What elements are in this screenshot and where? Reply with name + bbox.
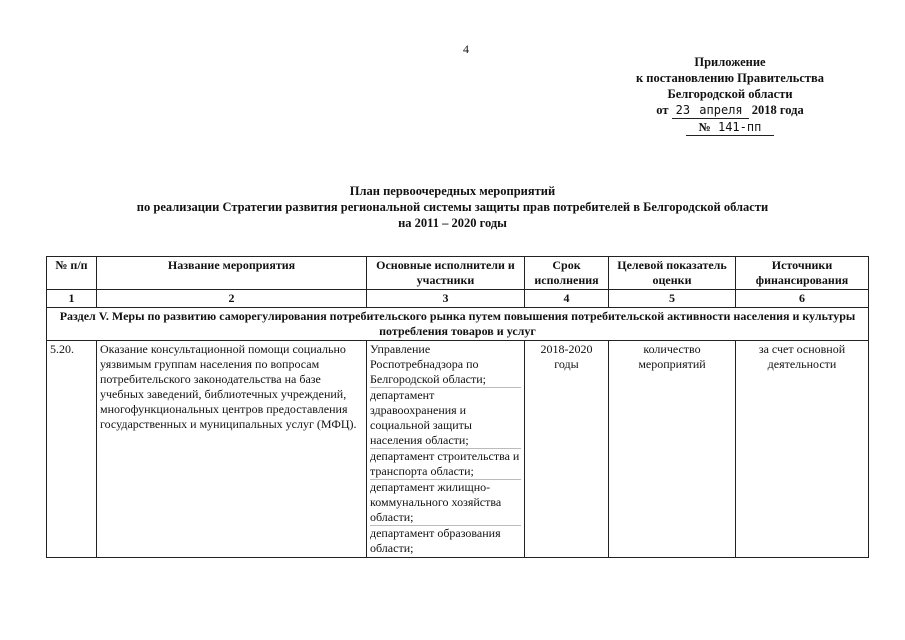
table-row [47, 341, 869, 558]
executor-item: департамент строительства и транспорта области; [370, 449, 520, 478]
row-financing: за счет основной деятельности [736, 341, 869, 558]
appendix-header [600, 54, 860, 136]
column-number-row [47, 290, 869, 308]
colnum-6: 6 [736, 290, 869, 308]
page-number: 4 [463, 42, 469, 56]
row-executors [367, 341, 525, 558]
appendix-resolution: к постановлению Правительства [635, 71, 825, 85]
executor-item: Управление Роспотребнадзора по Белгородской области; [370, 342, 521, 388]
appendix-region: Белгородской области [667, 87, 793, 101]
number-prefix: № [698, 120, 711, 134]
executor-item: департамент жилищно-коммунального хозяйства области; [370, 480, 521, 526]
colnum-5: 5 [609, 290, 736, 308]
executor-item: департамент здравоохранения и социальной защиты населения области; [370, 388, 521, 449]
row-name: Оказание консультационной помощи социально уязвимым группам населения по вопросам потребительского законодательства на базе учебных заведений, библиотечных учреждений, многофункциональных центров предоставления государственных и муниципальных услуг (МФЦ). [97, 341, 367, 558]
header-executors: Основные исполнители и участники [367, 257, 525, 290]
title-line-3: на 2011 – 2020 годы [398, 216, 507, 230]
title-line-1: План первоочередных мероприятий [349, 184, 556, 198]
header-number: № п/п [47, 257, 97, 290]
colnum-1: 1 [47, 290, 97, 308]
appendix-date [600, 102, 860, 119]
date-month: апреля [699, 103, 743, 117]
header-indicator: Целевой показатель оценки [609, 257, 736, 290]
date-handwritten [672, 102, 749, 119]
header-term: Срок исполнения [525, 257, 609, 290]
date-prefix: от [656, 103, 669, 117]
section-title: Раздел V. Меры по развитию саморегулирования потребительского рынка путем повышения потребительской активности населения и культуры потребления товаров и услуг [47, 308, 869, 341]
colnum-3: 3 [367, 290, 525, 308]
colnum-2: 2 [97, 290, 367, 308]
appendix-number [600, 119, 860, 136]
appendix-title: Приложение [694, 55, 766, 69]
title-line-2: по реализации Стратегии развития региональной системы защиты прав потребителей в Белгородской области [136, 200, 769, 214]
row-number: 5.20. [47, 341, 97, 558]
section-row [47, 308, 869, 341]
number-value: 141-пп [717, 120, 762, 134]
plan-title [0, 183, 905, 231]
header-name: Название мероприятия [97, 257, 367, 290]
doc-number-handwritten [686, 119, 774, 136]
row-indicator: количество мероприятий [609, 341, 736, 558]
table-header-row [47, 257, 869, 290]
date-suffix: 2018 года [751, 103, 804, 117]
colnum-4: 4 [525, 290, 609, 308]
executor-item: департамент образования области; [370, 526, 501, 555]
header-financing: Источники финансирования [736, 257, 869, 290]
row-term: 2018-2020 годы [525, 341, 609, 558]
plan-table [46, 256, 869, 558]
date-day: 23 [675, 103, 691, 117]
